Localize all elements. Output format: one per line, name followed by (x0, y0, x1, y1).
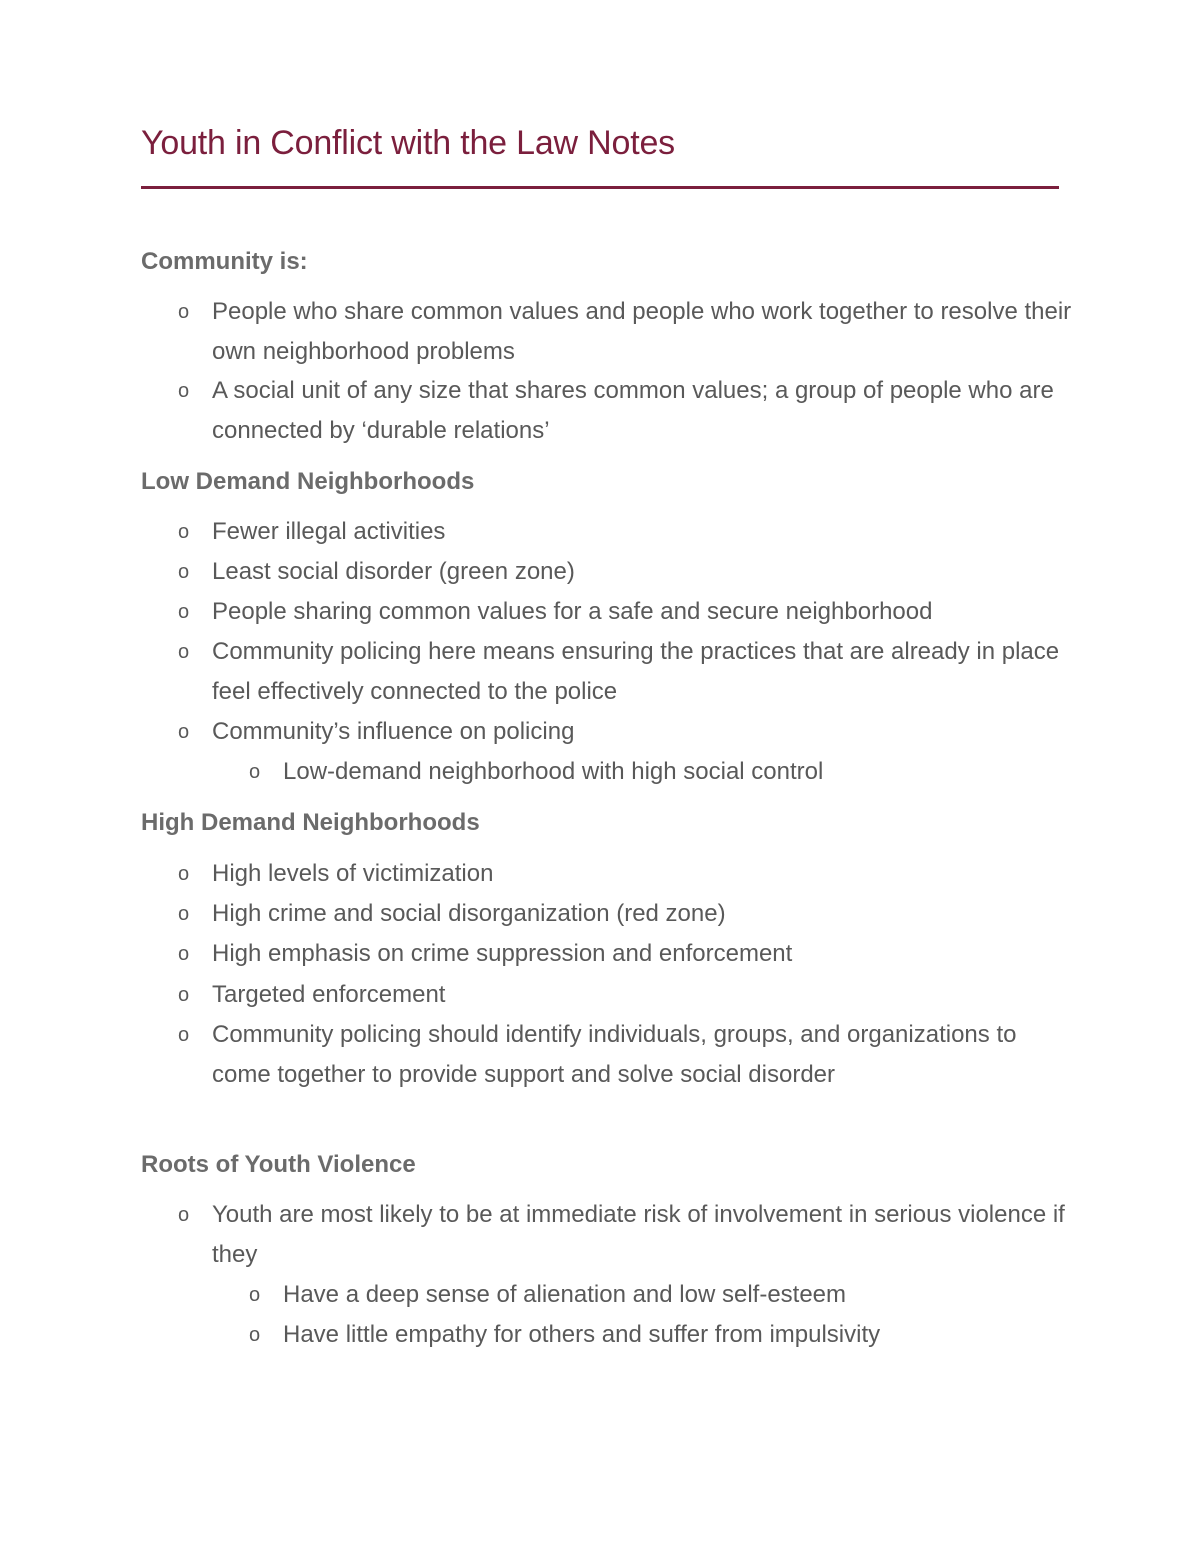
bullet-marker: o (178, 521, 190, 543)
bullet-marker: o (178, 561, 190, 583)
bullet-marker: o (178, 984, 190, 1006)
title-rule (141, 186, 1059, 189)
bullet-marker: o (178, 1204, 190, 1226)
sub-bullet-marker: o (249, 761, 261, 783)
bullet-marker: o (178, 903, 190, 925)
document-title: Youth in Conflict with the Law Notes (141, 124, 675, 162)
list-item: People sharing common values for a safe and secure neighborhood (212, 598, 933, 625)
sub-bullet-marker: o (249, 1324, 261, 1346)
list-item: Fewer illegal activities (212, 518, 446, 545)
sub-list-item: Have a deep sense of alienation and low self-esteem (283, 1281, 847, 1308)
bullet-marker: o (178, 641, 190, 663)
list-item: Community policing here means ensuring the practices that are already in place feel effectively connected to the police (212, 638, 1060, 705)
bullet-marker: o (178, 301, 190, 323)
sub-list-item: Low-demand neighborhood with high social control (283, 758, 824, 785)
bullet-marker: o (178, 601, 190, 623)
section-heading: Community is: (141, 248, 308, 275)
bullet-marker: o (178, 863, 190, 885)
list-item: Least social disorder (green zone) (212, 558, 575, 585)
section-heading: High Demand Neighborhoods (141, 809, 480, 836)
sub-bullet-marker: o (249, 1284, 261, 1306)
list-item: Youth are most likely to be at immediate risk of involvement in serious violence if they (212, 1201, 1065, 1268)
sub-list-item: Have little empathy for others and suffer from impulsivity (283, 1321, 881, 1348)
bullet-marker: o (178, 721, 190, 743)
list-item: Community’s influence on policing (212, 718, 575, 745)
section-heading: Low Demand Neighborhoods (141, 468, 475, 495)
list-item: A social unit of any size that shares common values; a group of people who are connected by ‘durable relations’ (212, 377, 1054, 444)
bullet-marker: o (178, 943, 190, 965)
bullet-marker: o (178, 1024, 190, 1046)
list-item: High crime and social disorganization (red zone) (212, 900, 726, 927)
list-item: Targeted enforcement (212, 981, 446, 1008)
section-heading: Roots of Youth Violence (141, 1151, 416, 1178)
bullet-marker: o (178, 380, 190, 402)
list-item: High levels of victimization (212, 860, 494, 887)
list-item: High emphasis on crime suppression and enforcement (212, 940, 793, 967)
list-item: Community policing should identify individuals, groups, and organizations to come together to provide support and solve social disorder (212, 1021, 1017, 1088)
list-item: People who share common values and people who work together to resolve their own neighborhood problems (212, 298, 1072, 365)
